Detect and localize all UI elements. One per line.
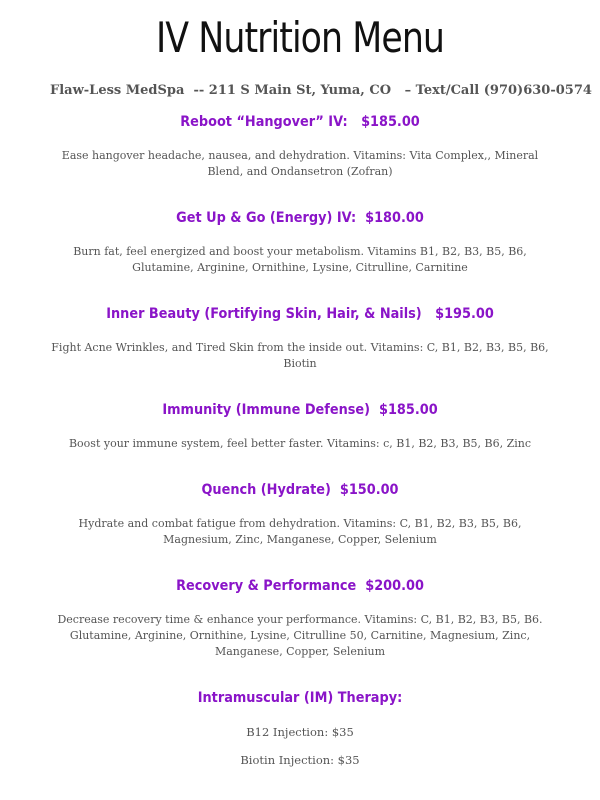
contact-line: Flaw-Less MedSpa -- 211 S Main St, Yuma, CO – Text/Call (970)630-0574 xyxy=(50,83,592,98)
menu-item-recovery xyxy=(50,576,550,660)
page-title: IV Nutrition Menu xyxy=(155,13,445,62)
menu-item-description: Burn fat, feel energized and boost your metabolism. Vitamins B1, B2, B3, B5, B6, Glutamine, Arginine, Ornithine, Lysine, Citrulline, Carnitine xyxy=(73,245,527,274)
im-therapy-section xyxy=(50,688,550,768)
menu-item-title: Quench (Hydrate) $150.00 xyxy=(201,482,399,498)
menu-item-reboot xyxy=(50,112,550,180)
menu-item-energy xyxy=(50,208,550,276)
menu-item-description: Fight Acne Wrinkles, and Tired Skin from the inside out. Vitamins: C, B1, B2, B3, B5, B6, Biotin xyxy=(51,341,549,370)
menu-item-inner-beauty xyxy=(50,304,550,372)
menu-item-title: Get Up & Go (Energy) IV: $180.00 xyxy=(176,210,424,226)
menu-item-title: Reboot “Hangover” IV: $185.00 xyxy=(180,114,420,130)
im-therapy-title: Intramuscular (IM) Therapy: xyxy=(197,690,403,706)
biotin-injection-line: Biotin Injection: $35 xyxy=(240,753,360,767)
menu-item-description: Decrease recovery time & enhance your performance. Vitamins: C, B1, B2, B3, B5, B6. Glutamine, Arginine, Ornithine, Lysine, Citrulline 50, Carnitine, Magnesium, Zinc, Manganese, Copper, Selenium xyxy=(57,613,543,658)
menu-item-title: Inner Beauty (Fortifying Skin, Hair, & Nails) $195.00 xyxy=(106,306,494,322)
menu-item-quench xyxy=(50,480,550,548)
menu-item-description: Boost your immune system, feel better faster. Vitamins: c, B1, B2, B3, B5, B6, Zinc xyxy=(68,437,532,450)
menu-item-title: Immunity (Immune Defense) $185.00 xyxy=(162,402,438,418)
menu-item-description: Hydrate and combat fatigue from dehydration. Vitamins: C, B1, B2, B3, B5, B6, Magnesium, Zinc, Manganese, Copper, Selenium xyxy=(78,517,522,546)
b12-injection-line: B12 Injection: $35 xyxy=(246,725,354,739)
menu-item-title: Recovery & Performance $200.00 xyxy=(176,578,424,594)
menu-item-immunity xyxy=(50,400,550,452)
menu-item-description: Ease hangover headache, nausea, and dehydration. Vitamins: Vita Complex,, Mineral Blend, and Ondansetron (Zofran) xyxy=(61,149,539,178)
